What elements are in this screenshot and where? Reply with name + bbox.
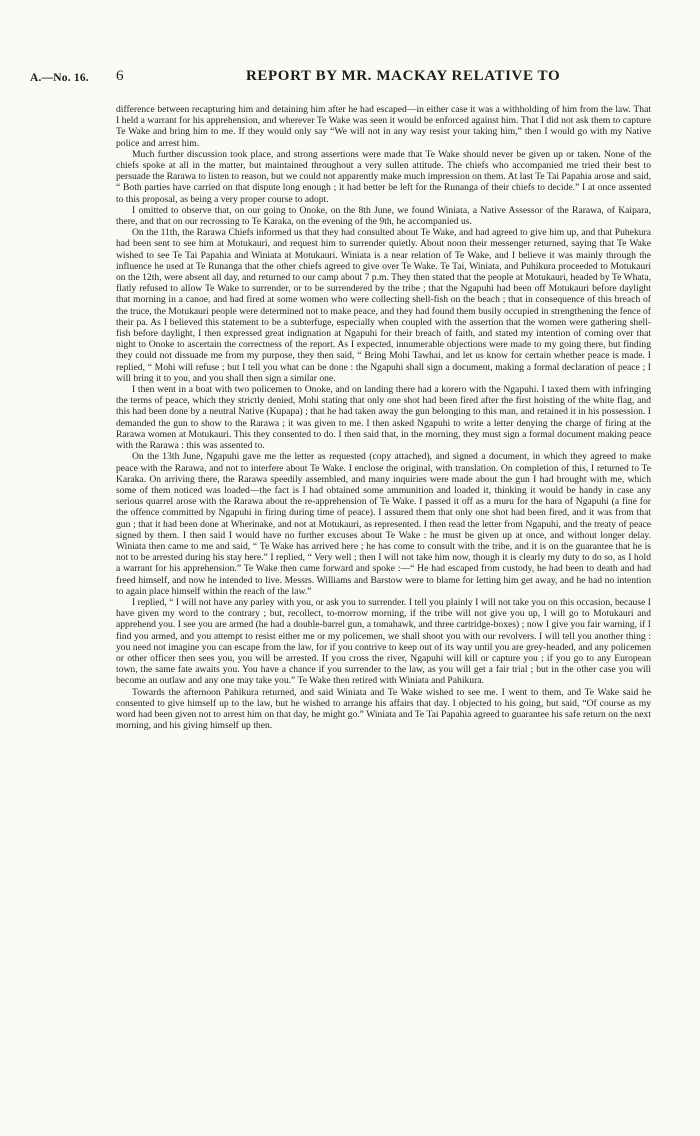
report-body	[116, 104, 651, 731]
paragraph: On the 11th, the Rarawa Chiefs informed us that they had consulted about Te Wake, and had agreed to give him up, and that Puhekura had been sent to see him at Motukauri, and request him to surrender quietly. About noon their messenger returned, saying that Te Wake wished to see Te Tai Papahia and Winiata at Motukauri. Winiata is a near relation of Te Wake, and I believe it was mainly through the influence he used at Te Runanga that the other chiefs agreed to give over Te Wake. Te Tai, Winiata, and Puhikura proceeded to Motukauri on the 12th, were absent all day, and returned to our camp about 7 p.m. They then stated that the people at Motukauri, headed by Te Whata, flatly refused to allow Te Wake to surrender, or to be surrendered by the tribe ; that the Ngapuhi had been off Motukauri before daylight that morning in a canoe, and had fired at some women who were collecting shell-fish on the beach ; that in consequence of this breach of the truce, the Motukauri people were determined not to make peace, and they had found them busily occupied in strengthening the fence of their pa. As I believed this statement to be a subterfuge, especially when coupled with the assertion that the women were gathering shell-fish before daylight, I then expressed great indignation at Ngapuhi for their breach of faith, and stated my intention of coming over that night to Onoke to ascertain the correctness of the report. As I expected, innumerable objections were made to my going there, but finding they could not dissuade me from my purpose, they then said, “ Bring Mohi Tawhai, and let us know for certain whether peace is made. I replied, “ Mohi will refuse ; but I tell you what can be done : the Ngapuhi shall sign a document, making a formal declaration of peace ; I will bring it to you, and you shall then sign a similar one.	[116, 227, 651, 384]
paragraph: Much further discussion took place, and strong assertions were made that Te Wake should never be given up or taken. None of the chiefs spoke at all in the matter, but maintained throughout a very sullen attitude. The chiefs who accompanied me tried their best to persuade the Rarawa to listen to reason, but we could not apparently make much impression on them. At last Te Tai Papahia arose and said, “ Both parties have carried on that dispute long enough ; it had better be left for the Runanga of their chiefs to decide.” I at once assented to this proposal, as being a very proper course to adopt.	[116, 148, 651, 205]
paragraph: Towards the afternoon Pahikura returned, and said Winiata and Te Wake wished to see me. I went to them, and Te Wake said he consented to give himself up to the law, but he wished to arrange his affairs that day. I objected to his going, but said, “Of course as my word had been given not to arrest him on that day, he might go.” Winiata and Te Tai Papahia agreed to guarantee his safe return on the next morning, and his giving himself up then.	[116, 686, 651, 732]
paragraph: difference between recapturing him and detaining him after he had escaped—in either case it was a withholding of him from the law. That I held a warrant for his apprehension, and wherever Te Wake was seen it would be enforced against him. That I did not ask them to capture Te Wake and bring him to me. If they would only say “We will not in any way resist your taking him,” then I would go with my Native police and arrest him.	[116, 104, 651, 149]
paragraph: I omitted to observe that, on our going to Onoke, on the 8th June, we found Winiata, a Native Assessor of the Rarawa, of Kaipara, there, and that on our recrossing to Te Karaka, on the evening of the 9th, he accompanied us.	[116, 204, 651, 228]
page-header	[30, 68, 650, 90]
page-number: 6	[116, 68, 124, 84]
paragraph: I then went in a boat with two policemen to Onoke, and on landing there had a korero with the Ngapuhi. I taxed them with infringing the terms of peace, which they strictly denied, Mohi stating that only one shot had been fired after the first hoisting of the white flag, and this had been done by a neutral Native (Kupapa) ; that he had taken away the gun belonging to this man, and retained it in his possession. I demanded the gun to show to the Rarawa ; it was given to me. I then asked Ngapuhi to write a letter denying the charge of firing at the Rarawa women at Motukauri. This they consented to do. I then said that, in the morning, they must sign a formal document making peace with the Rarawa : this was assented to.	[116, 384, 651, 452]
document-reference: A.—No. 16.	[30, 72, 89, 84]
running-title: REPORT BY MR. MACKAY RELATIVE TO	[246, 68, 561, 84]
paragraph: On the 13th June, Ngapuhi gave me the letter as requested (copy attached), and signed a document, in which they agreed to make peace with the Rarawa, and not to interfere about Te Wake. I enclose the original, with translation. On completion of this, I returned to Te Karaka. On arriving there, the Rarawa speedily assembled, and many inquiries were made about the gun I had brought with me, which some of them noticed was loaded—the fact is I had obtained some ammunition and loaded it, thinking it would be handy in case any serious quarrel arose with the Rarawa about the re-apprehension of Te Wake. I passed it off as a muru for the hara of Ngapuhi (a fine for the offence committed by Ngapuhi in firing during time of peace). I assured them that only one shot had been fired, and it was from that gun ; that it had been done at Wherinake, and not at Motukauri, as represented. I then read the letter from Ngapuhi, and the treaty of peace signed by them. I then said I would have no further excuses about Te Wake : he must be given up at once, and without longer delay. Winiata then came to me and said, “ Te Wake has arrived here ; he has come to consult with the tribe, and it is on the guarantee that he is not to be arrested during his stay here.” I replied, “ Very well ; then I will not take him now, though it is clearly my duty to do so, as I hold a warrant for his apprehension.” Te Wake then came forward and spoke :—“ He had escaped from custody, he had been to death and had freed himself, and now he intended to live. Messrs. Williams and Barstow were to blame for letting him get away, and he had no intention to again place himself within the reach of the law.”	[116, 451, 651, 597]
paragraph: I replied, “ I will not have any parley with you, or ask you to surrender. I tell you plainly I will not take you on this occasion, because I have given my word to the contrary ; but, recollect, to-morrow morning, if the tribe will not give you up, I will go to Motukauri and apprehend you. I see you are armed (he had a double-barrel gun, a tomahawk, and three cartridge-boxes) ; now I give you fair warning, if I find you armed, and you attempt to resist either me or my policemen, we shall shoot you with our revolvers. I will tell you another thing : you need not imagine you can escape from the law, for if you contrive to keep out of its way until you are grey-headed, and any policemen or other officer then sees you, you will be arrested. If you cross the river, Ngapuhi will kill or capture you ; if you go to any European town, the same fate awaits you. You have a chance if you surrender to the law, as you will get a fair trial ; but in the other case you will become an outlaw and any one may take you.” Te Wake then retired with Winiata and Pahikura.	[116, 596, 651, 687]
